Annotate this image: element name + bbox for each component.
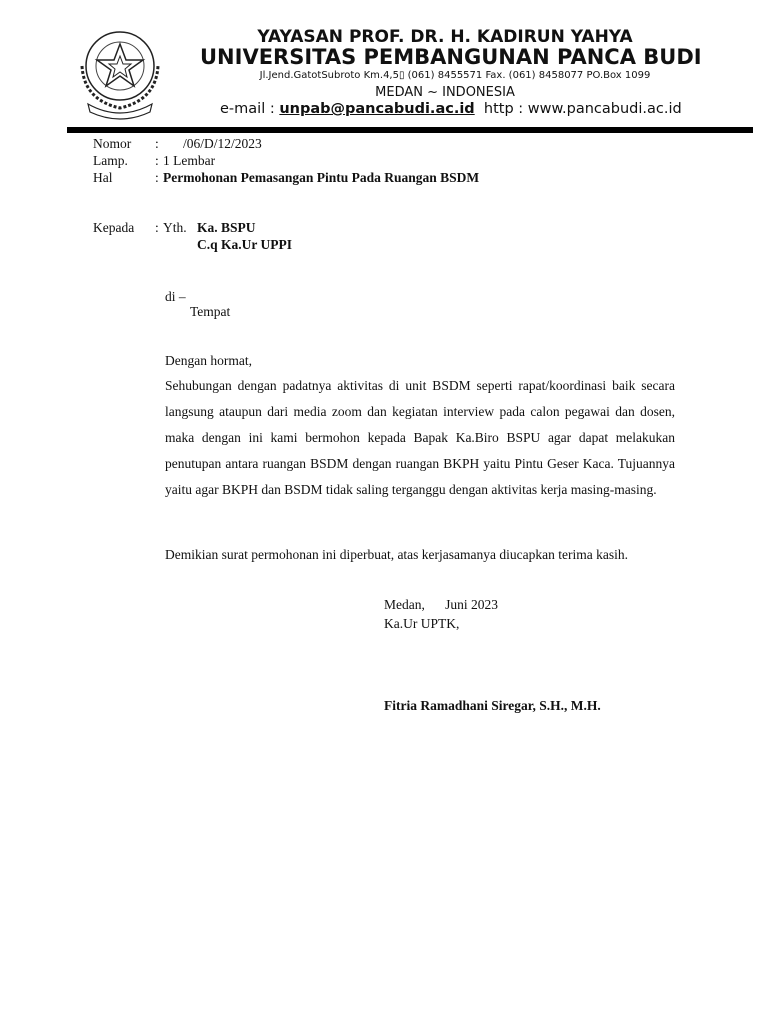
nomor-label: Nomor	[93, 136, 132, 151]
paragraph-2: Demikian surat permohonan ini diperbuat, atas kerjasamanya diucapkan terima kasih.	[165, 547, 628, 562]
signer-position: Ka.Ur UPTK,	[384, 616, 460, 631]
header-divider	[67, 127, 753, 133]
hal-value: Permohonan Pemasangan Pintu Pada Ruangan BSDM	[163, 170, 480, 185]
yth: Yth.	[163, 220, 187, 235]
paragraph-1: Sehubungan dengan padatnya aktivitas di unit BSDM seperti rapat/koordinasi baik secara langsung ataupun dari media zoom dan kegiatan interview pada calon pegawai dan dosen, maka dengan ini kami bermohon kepada Bapak Ka.Biro BSPU agar dapat melakukan penutupan antara ruangan BSDM dengan ruangan BKPH yaitu Pintu Geser Kaca. Tujuannya yaitu agar BKPH dan BSDM tidak saling terganggu dengan aktivitas kerja masing-masing.	[165, 378, 675, 497]
nomor-value: /06/D/12/2023	[183, 136, 262, 151]
lamp-value: 1 Lembar	[163, 153, 216, 168]
contact-line	[220, 101, 682, 117]
email-label: e-mail :	[220, 101, 275, 117]
kepada-colon: :	[155, 220, 159, 235]
hal-colon: :	[155, 170, 159, 185]
nomor-colon: :	[155, 136, 159, 151]
recipient-name: Ka. BSPU	[197, 220, 256, 235]
website[interactable]: http : www.pancabudi.ac.id	[483, 101, 682, 117]
foundation-name: YAYASAN PROF. DR. H. KADIRUN YAHYA	[257, 27, 633, 47]
lamp-label: Lamp.	[93, 153, 128, 168]
signer-name: Fitria Ramadhani Siregar, S.H., M.H.	[384, 698, 601, 713]
lamp-colon: :	[155, 153, 159, 168]
university-logo-icon	[72, 22, 168, 122]
di-label: di –	[165, 289, 186, 304]
hal-label: Hal	[93, 170, 113, 185]
university-name: UNIVERSITAS PEMBANGUNAN PANCA BUDI	[200, 45, 702, 69]
tempat: Tempat	[190, 304, 231, 319]
address: Jl.Jend.GatotSubroto Km.4,5▯ (061) 8455571 Fax. (061) 8458077 PO.Box 1099	[259, 70, 651, 81]
place-date: Medan, Juni 2023	[384, 597, 498, 612]
greeting: Dengan hormat,	[165, 353, 252, 368]
email-link[interactable]: unpab@pancabudi.ac.id	[279, 101, 475, 117]
city: MEDAN ~ INDONESIA	[375, 85, 515, 100]
recipient-cq: C.q Ka.Ur UPPI	[197, 237, 293, 252]
kepada-label: Kepada	[93, 220, 135, 235]
